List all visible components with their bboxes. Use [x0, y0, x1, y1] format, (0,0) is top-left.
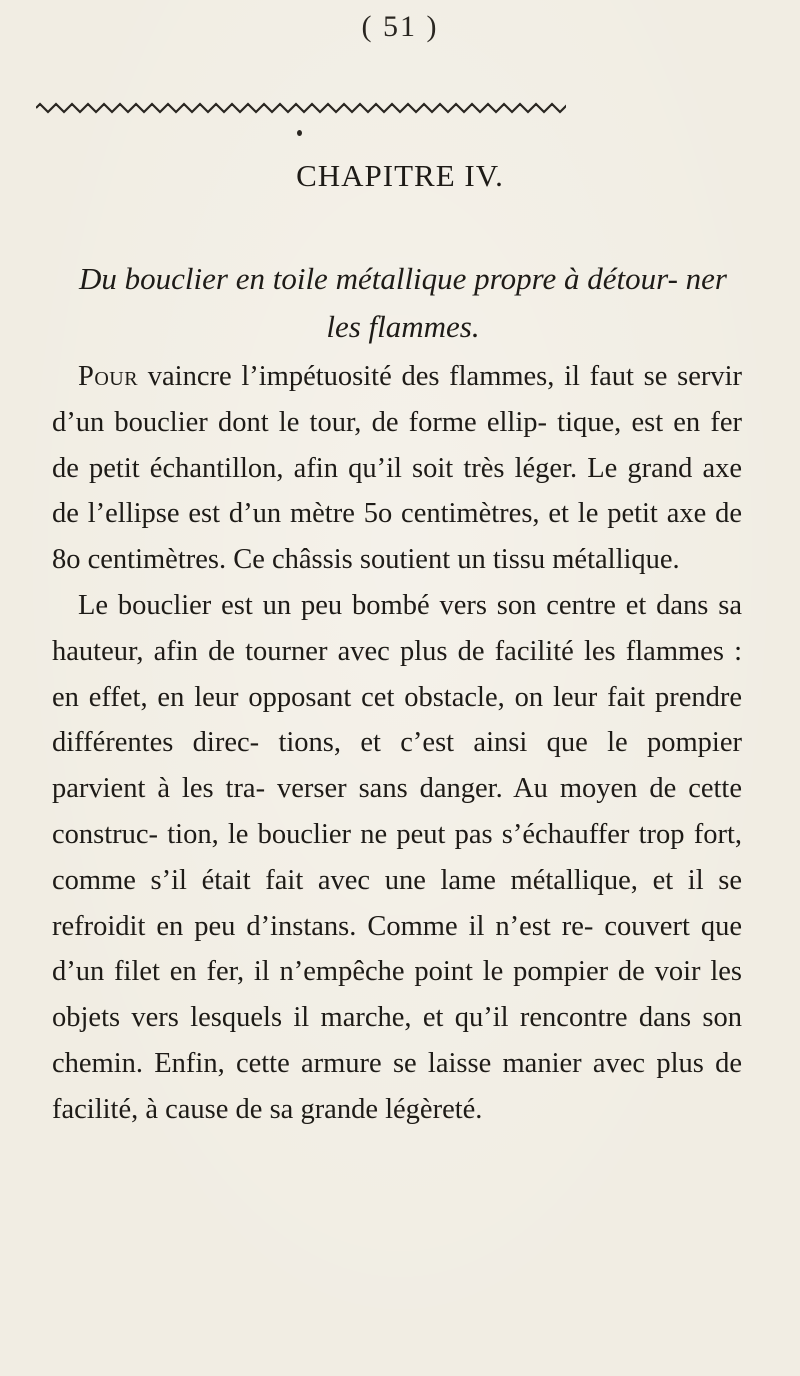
decorative-rule-ornament: [36, 102, 566, 114]
paragraph-lead-word: Pour: [78, 361, 139, 392]
paragraph-text: vaincre l’impétuosité des flammes, il faut se servir d’un bouclier dont le tour, de forme ellip- tique, est en fer de petit échantillon, afin qu’il soit très léger. Le grand axe de l’ellipse est d’un mètre 5o centimètres, et le petit axe de 8o centimètres. Ce châssis soutient un tissu métallique.: [52, 361, 742, 576]
chapter-subtitle: Du bouclier en toile métallique propre à détour- ner les flammes.: [79, 261, 727, 344]
paragraph-text: Le bouclier est un peu bombé vers son centre et dans sa hauteur, afin de tourner avec plus de facilité les flammes : en effet, en leur opposant cet obstacle, on leur fait prendre différentes direc- tions, et c’est ainsi que le pompier parvient à les tra- verser sans danger. Au moyen de cette construc- tion, le bouclier ne peut pas s’échauffer trop fort, comme s’il était fait avec une lame métallique, et il se refroidit en peu d’instans. Comme il n’est re- couvert que d’un filet en fer, il n’empêche point le pompier de voir les objets vers lesquels il marche, et qu’il rencontre dans son chemin. Enfin, cette armure se laisse manier avec plus de facilité, à cause de sa grande légèreté.: [52, 589, 742, 1125]
page-number: ( 51 ): [361, 10, 439, 43]
paragraph-2: [52, 583, 742, 1133]
ornament-dot: [297, 130, 302, 136]
paragraph-1: [52, 354, 742, 583]
body-text: [52, 354, 742, 1133]
ornament-zigzag: [36, 104, 566, 112]
chapter-title: CHAPITRE IV.: [296, 158, 504, 193]
